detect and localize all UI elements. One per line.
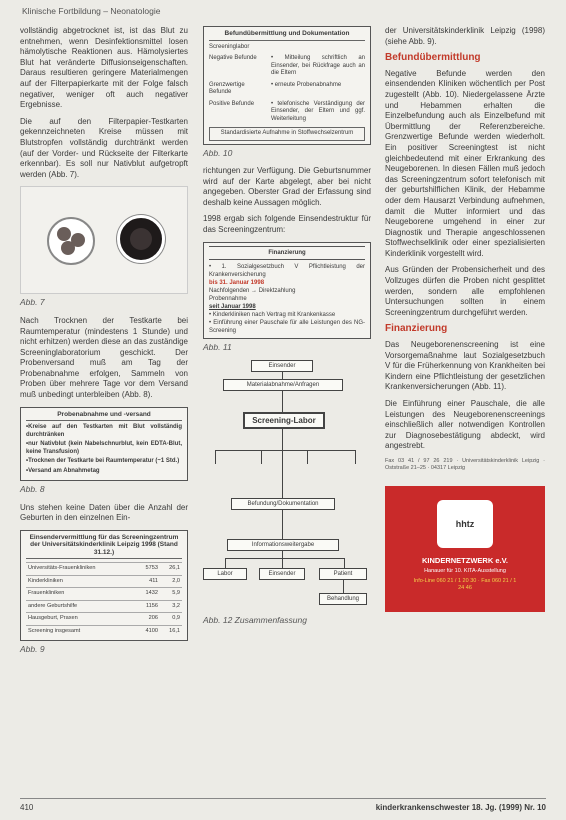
section-heading: Befundübermittlung (385, 52, 481, 64)
box-line: seit Januar 1998 (209, 303, 256, 310)
figure-7-filter-card (20, 186, 188, 294)
figure-caption: Abb. 7 (20, 297, 45, 308)
list-item: • Kreise auf den Testkarten mit Blut vollständig durchtränken (26, 424, 182, 439)
table-row: Frauenkliniken 1432 5,9 (26, 588, 182, 601)
figure-8-box (20, 407, 188, 482)
blood-spot-incomplete (47, 217, 95, 265)
section-heading: Finanzierung (385, 323, 448, 335)
paragraph: vollständig abgetrocknet ist, ist das Blut zu entnehmen, wenn Desinfektionsmittel losen hämolytische Reaktionen aus. Hämolysiertes Blut hat veränderte Diffusionseigenschaften. Daraus resultieren geringere Materialmengen auf der Filterpapierkarte mit der Folge falsch negativer, weniger oft auch negativer Ergebnisse. (20, 26, 188, 110)
flow-node-befundung: Befundung/Dokumentation (231, 498, 335, 510)
table-row: Kinderkliniken 411 2,0 (26, 575, 182, 588)
ad-title: KINDERNETZWERK e.V. (422, 555, 508, 565)
paragraph: Das Neugeborenenscreening ist eine Vorsorgemaßnahme laut Sozialgesetzbuch V für die Früherkennung von Krankheiten bei Kindern eine Pflichtleistung der gesetzlichen Krankenversicherungen (Abb. 11). (385, 340, 545, 392)
paragraph: Aus Gründen der Probensicherheit und des Vollzuges dürfen die Proben nicht gesplittet werden, sondern alle empfohlenen Untersuchungen sollten in einem Screeningzentrum durchgeführt werden. (385, 265, 545, 317)
figure-caption: Abb. 8 (20, 484, 45, 495)
flow-node-screening-labor: Screening-Labor (243, 412, 325, 429)
box-footer: Standardisierte Aufnahme in Stoffwechselzentrum (209, 127, 365, 141)
list-item: • nur Nativblut (kein Nabelschnurblut, kein EDTA-Blut, keine Transfusion) (26, 441, 182, 456)
flow-node-informationsweitergabe: Informationsweitergabe (227, 539, 339, 551)
figure-12-flowchart (203, 360, 371, 612)
advertisement (385, 486, 545, 612)
running-header: Klinische Fortbildung – Neonatologie (22, 6, 161, 16)
paragraph: Negative Befunde werden den einsendenden Kliniken wöchentlich per Post zugestellt (Abb. 10). Niedergelassene Ärzte und Hebammen erhalten die Einzelbefundung auch als Einzelbefund mit Übermittlung der Referenzbereiche. Grenzwertige Befunde werden wiederholt. Ein positiver Screeningtest ist nicht gleichbedeutend mit einer Erkrankung des Neugeborenen. In diesen Fällen muß jedoch das Screeningzentrum sofort telefonisch mit der geburtshilflichen Klinik, der Hebamme oder dem Hausarzt Verbindung aufnehmen, damit die Mutter informiert und das Neugeborene umgehend in einer zur Diagnostik und Therapie angeschlossenen Stoffwechselklinik oder einer spezialisierten Kinderklinik vorgestellt wird. (385, 68, 545, 258)
column-3 (385, 26, 545, 612)
flow-node-einsender-2: Einsender (259, 568, 305, 580)
box-line: bis 31. Januar 1998 (209, 279, 265, 286)
figure-9-table (20, 530, 188, 642)
figure-caption: Abb. 9 (20, 644, 45, 655)
box-line: • 1. Sozialgesetzbuch V Pflichtleistung der Krankenversicherung (209, 263, 365, 278)
flow-node-einsender: Einsender (251, 360, 313, 372)
ad-contact: Info-Line 060 21 / 1 20 30 · Fax 060 21 / 1 24 46 (413, 577, 517, 591)
flow-node-labor: Labor (203, 568, 247, 580)
paragraph: 1998 ergab sich folgende Einsendestruktur für das Screeningzentrum: (203, 214, 371, 235)
imprint: Fax 03 41 / 97 26 219 · Universitätskinderklinik Leipzig · Oststraße 21–25 · 04317 Leipzig (385, 457, 545, 471)
figure-10-box (203, 26, 371, 145)
box-row: Positive Befunde • telefonische Verständigung der Einsender, der Eltern und ggf. Weiterleitung (209, 100, 365, 122)
flow-node-patient: Patient (319, 568, 367, 580)
figure-caption: Abb. 12 Zusammenfassung (203, 615, 307, 626)
list-item: • Trocknen der Testkarte bei Raumtemperatur (~1 Std.) (26, 458, 182, 466)
box-line: Nachfolgenden → Direktzahlung (209, 287, 296, 294)
figure-11-box (203, 242, 371, 339)
blood-spot-complete (117, 215, 165, 263)
box-line: • Einführung einer Pauschale für alle Leistungen des NG-Screening (209, 319, 365, 334)
box-title: Finanzierung (209, 246, 365, 260)
flow-node-materialabnahme: Materialabnahme/Anfragen (223, 379, 343, 391)
box-title: Probenabnahme und -versand (26, 411, 182, 422)
box-row: Negative Befunde • Mitteilung schriftlich an Einsender, bei Rückfrage auch an die Eltern (209, 55, 365, 76)
table-row: Hausgeburt, Praxen 206 0,9 (26, 613, 182, 626)
table-title: Einsendervermittlung für das Screeningzentrum der Universitätskinderklinik Leipzig 1998 (Stand 31.12.) (26, 534, 182, 560)
box-title: Befundübermittlung und Dokumentation (209, 30, 365, 41)
flow-node-behandlung: Behandlung (319, 593, 367, 605)
journal-name: kinderkrankenschwester 18. Jg. (1999) Nr. 10 (375, 803, 546, 812)
page-footer (20, 798, 546, 812)
figure-caption: Abb. 10 (203, 147, 233, 158)
page-number: 410 (20, 803, 34, 812)
ad-subtitle: Hanauer für 10. KITA-Ausstellung (424, 567, 506, 574)
paragraph: Nach Trocknen der Testkarte bei Raumtemperatur (mindestens 1 Stunde) und nicht erhitzen) werden diese an das zuständige Screeninglaboratorium geschickt. Der Probenversand muß am Tag der Probenabnahme erfolgen, Sammeln von Proben über mehrere Tage vor dem Versand muß unbedingt unterbleiben (Abb. 8). (20, 315, 188, 400)
box-line: • Kinderkliniken nach Vertrag mit Krankenkasse (209, 311, 336, 318)
box-line: Probennahme (209, 295, 247, 302)
box-row: Screeninglabor (209, 43, 250, 50)
figure-caption: Abb. 11 (203, 341, 232, 352)
ad-logo: hhtz (437, 500, 493, 548)
paragraph: Die Einführung einer Pauschale, die alle Leistungen des Neugeborenenscreenings einschließlich aller notwendigen Kontrollen zur Diagnosebestätigung abdeckt, wird angestrebt. (385, 399, 545, 451)
column-2 (203, 26, 371, 634)
paragraph: Die auf den Filterpapier-Testkarten gekennzeichneten Kreise müssen mit Blutstropfen vollständig durchtränkt werden (auf der Vorder- und Rückseite der Filterkarte erkennbar). Es soll nur Nativblut aufgetropft werden (Abb. 7). (20, 116, 188, 179)
paragraph: Uns stehen keine Daten über die Anzahl der Geburten in den einzelnen Ein- (20, 502, 188, 523)
table-row: andere Geburtshilfe 1156 3,2 (26, 600, 182, 613)
list-item: • Versand am Abnahmetag (26, 468, 182, 476)
table-row: Screening insgesamt 4100 16,1 (26, 625, 182, 637)
paragraph: richtungen zur Verfügung. Die Geburtsnummer wird auf der Karte abgelegt, aber bei nicht angegeben. Oberster Grad der Erfassung sind deshalb keine Aussagen möglich. (203, 166, 371, 207)
paragraph: der Universitätskinderklinik Leipzig (1998) (siehe Abb. 9). (385, 26, 545, 46)
column-1 (20, 26, 188, 663)
box-row: Grenzwertige Befunde • erneute Probenabnahme (209, 81, 342, 95)
table-row: Universitäts-Frauenkliniken 5753 26,1 (26, 563, 182, 576)
